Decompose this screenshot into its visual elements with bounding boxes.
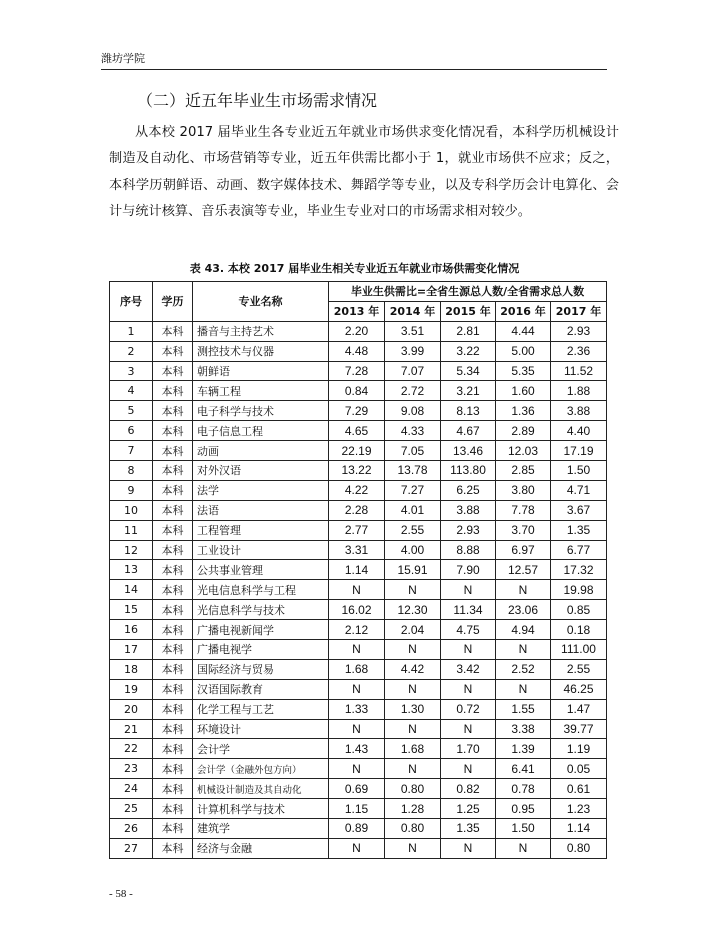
ratio-cell: 4.01 (385, 500, 441, 520)
table-row (110, 759, 607, 779)
ratio-cell: 1.28 (385, 799, 441, 819)
ratio-cell: 3.21 (441, 381, 496, 401)
ratio-cell: 3.31 (329, 540, 385, 560)
ratio-cell: N (441, 640, 496, 660)
major-cell: 测控技术与仪器 (193, 341, 329, 361)
table-row (110, 520, 607, 540)
ratio-cell: 1.14 (329, 560, 385, 580)
ratio-cell: N (329, 679, 385, 699)
ratio-cell: 4.00 (385, 540, 441, 560)
ratio-cell: 3.88 (551, 401, 607, 421)
degree-cell: 本科 (153, 381, 193, 401)
major-cell: 电子科学与技术 (193, 401, 329, 421)
ratio-cell: 11.34 (441, 600, 496, 620)
ratio-cell: 0.69 (329, 779, 385, 799)
table-row (110, 401, 607, 421)
major-cell: 会计学 (193, 739, 329, 759)
ratio-cell: N (385, 640, 441, 660)
table-row (110, 321, 607, 341)
table-row (110, 620, 607, 640)
ratio-cell: 4.67 (441, 421, 496, 441)
degree-cell: 本科 (153, 799, 193, 819)
ratio-cell: 13.22 (329, 461, 385, 481)
table-row (110, 421, 607, 441)
ratio-cell: 13.46 (441, 441, 496, 461)
ratio-cell: 15.91 (385, 560, 441, 580)
table-row (110, 580, 607, 600)
seq-cell: 16 (110, 620, 153, 640)
degree-cell: 本科 (153, 500, 193, 520)
seq-cell: 1 (110, 321, 153, 341)
ratio-cell: 3.67 (551, 500, 607, 520)
page-number: - 58 - (109, 888, 133, 900)
table-row (110, 441, 607, 461)
ratio-cell: 8.13 (441, 401, 496, 421)
ratio-cell: N (385, 759, 441, 779)
ratio-cell: 4.94 (496, 620, 551, 640)
ratio-cell: 6.41 (496, 759, 551, 779)
ratio-cell: N (496, 679, 551, 699)
degree-cell: 本科 (153, 838, 193, 858)
major-cell: 化学工程与工艺 (193, 699, 329, 719)
seq-cell: 27 (110, 838, 153, 858)
ratio-cell: N (329, 580, 385, 600)
seq-cell: 4 (110, 381, 153, 401)
seq-cell: 15 (110, 600, 153, 620)
ratio-cell: 2.28 (329, 500, 385, 520)
ratio-cell: 11.52 (551, 361, 607, 381)
ratio-cell: 5.34 (441, 361, 496, 381)
degree-cell: 本科 (153, 321, 193, 341)
major-cell: 朝鲜语 (193, 361, 329, 381)
ratio-cell: 2.36 (551, 341, 607, 361)
table-row (110, 560, 607, 580)
degree-cell: 本科 (153, 739, 193, 759)
seq-cell: 19 (110, 679, 153, 699)
ratio-cell: 0.05 (551, 759, 607, 779)
ratio-cell: 4.40 (551, 421, 607, 441)
seq-cell: 25 (110, 799, 153, 819)
table-row (110, 500, 607, 520)
degree-cell: 本科 (153, 620, 193, 640)
table-row (110, 341, 607, 361)
major-cell: 广播电视新闻学 (193, 620, 329, 640)
ratio-cell: 113.80 (441, 461, 496, 481)
ratio-cell: 1.68 (385, 739, 441, 759)
degree-cell: 本科 (153, 600, 193, 620)
seq-cell: 21 (110, 719, 153, 739)
ratio-cell: 3.99 (385, 341, 441, 361)
ratio-cell: 4.65 (329, 421, 385, 441)
degree-cell: 本科 (153, 659, 193, 679)
ratio-cell: 2.81 (441, 321, 496, 341)
ratio-cell: 6.77 (551, 540, 607, 560)
major-cell: 车辆工程 (193, 381, 329, 401)
table-row (110, 699, 607, 719)
ratio-cell: 4.48 (329, 341, 385, 361)
ratio-cell: 17.32 (551, 560, 607, 580)
ratio-cell: 1.14 (551, 819, 607, 839)
ratio-cell: 17.19 (551, 441, 607, 461)
degree-cell: 本科 (153, 480, 193, 500)
ratio-cell: 2.93 (441, 520, 496, 540)
year-header: 2015 年 (441, 301, 496, 321)
ratio-cell: 12.57 (496, 560, 551, 580)
table-row (110, 461, 607, 481)
degree-cell: 本科 (153, 401, 193, 421)
major-cell: 播音与主持艺术 (193, 321, 329, 341)
table-row (110, 739, 607, 759)
degree-cell: 本科 (153, 421, 193, 441)
degree-cell: 本科 (153, 441, 193, 461)
ratio-group-header: 毕业生供需比=全省生源总人数/全省需求总人数 (329, 282, 607, 302)
seq-cell: 13 (110, 560, 153, 580)
degree-cell: 本科 (153, 461, 193, 481)
table-row (110, 480, 607, 500)
degree-cell: 本科 (153, 361, 193, 381)
ratio-cell: 3.51 (385, 321, 441, 341)
ratio-cell: 111.00 (551, 640, 607, 660)
table-row (110, 679, 607, 699)
ratio-cell: 0.80 (385, 819, 441, 839)
table-row (110, 779, 607, 799)
ratio-cell: N (385, 838, 441, 858)
ratio-cell: 7.29 (329, 401, 385, 421)
ratio-cell: 6.97 (496, 540, 551, 560)
ratio-cell: N (441, 719, 496, 739)
ratio-cell: 1.70 (441, 739, 496, 759)
seq-cell: 17 (110, 640, 153, 660)
seq-cell: 14 (110, 580, 153, 600)
ratio-cell: 4.71 (551, 480, 607, 500)
major-cell: 环境设计 (193, 719, 329, 739)
running-header: 潍坊学院 (101, 52, 145, 65)
ratio-cell: 12.30 (385, 600, 441, 620)
ratio-cell: 7.28 (329, 361, 385, 381)
ratio-cell: 7.90 (441, 560, 496, 580)
ratio-cell: 5.00 (496, 341, 551, 361)
ratio-cell: 1.55 (496, 699, 551, 719)
ratio-cell: 2.89 (496, 421, 551, 441)
table-row (110, 381, 607, 401)
degree-cell: 本科 (153, 520, 193, 540)
ratio-cell: 1.35 (441, 819, 496, 839)
ratio-cell: 0.80 (551, 838, 607, 858)
ratio-cell: 3.80 (496, 480, 551, 500)
ratio-cell: 7.07 (385, 361, 441, 381)
ratio-cell: 0.78 (496, 779, 551, 799)
ratio-cell: 39.77 (551, 719, 607, 739)
seq-cell: 3 (110, 361, 153, 381)
ratio-cell: 1.50 (496, 819, 551, 839)
ratio-cell: 0.18 (551, 620, 607, 640)
ratio-cell: N (385, 679, 441, 699)
ratio-cell: N (329, 640, 385, 660)
degree-cell: 本科 (153, 580, 193, 600)
ratio-cell: N (385, 719, 441, 739)
year-header: 2016 年 (496, 301, 551, 321)
ratio-cell: N (441, 838, 496, 858)
ratio-cell: N (329, 759, 385, 779)
ratio-cell: 4.33 (385, 421, 441, 441)
ratio-cell: 2.04 (385, 620, 441, 640)
ratio-cell: 0.95 (496, 799, 551, 819)
ratio-cell: 4.75 (441, 620, 496, 640)
ratio-cell: 0.72 (441, 699, 496, 719)
major-cell: 光电信息科学与工程 (193, 580, 329, 600)
table-body (110, 321, 607, 858)
table-row (110, 819, 607, 839)
ratio-cell: 1.50 (551, 461, 607, 481)
major-cell: 建筑学 (193, 819, 329, 839)
ratio-cell: 23.06 (496, 600, 551, 620)
seq-cell: 23 (110, 759, 153, 779)
seq-cell: 6 (110, 421, 153, 441)
table-header-row (110, 282, 607, 302)
ratio-cell: 19.98 (551, 580, 607, 600)
section-heading: （二）近五年毕业生市场需求情况 (137, 91, 378, 110)
ratio-cell: 0.82 (441, 779, 496, 799)
ratio-cell: N (441, 679, 496, 699)
ratio-cell: 2.93 (551, 321, 607, 341)
year-header: 2014 年 (385, 301, 441, 321)
ratio-cell: 6.25 (441, 480, 496, 500)
ratio-cell: 0.85 (551, 600, 607, 620)
table-row (110, 799, 607, 819)
col-major-header: 专业名称 (193, 282, 329, 322)
ratio-cell: 0.80 (385, 779, 441, 799)
ratio-cell: 5.35 (496, 361, 551, 381)
seq-cell: 20 (110, 699, 153, 719)
ratio-cell: 1.19 (551, 739, 607, 759)
ratio-cell: 1.88 (551, 381, 607, 401)
seq-cell: 2 (110, 341, 153, 361)
ratio-cell: 1.25 (441, 799, 496, 819)
degree-cell: 本科 (153, 719, 193, 739)
major-cell: 公共事业管理 (193, 560, 329, 580)
ratio-cell: N (329, 838, 385, 858)
ratio-cell: 3.42 (441, 659, 496, 679)
ratio-cell: 2.72 (385, 381, 441, 401)
ratio-cell: 3.70 (496, 520, 551, 540)
degree-cell: 本科 (153, 819, 193, 839)
ratio-cell: N (496, 640, 551, 660)
major-cell: 对外汉语 (193, 461, 329, 481)
degree-cell: 本科 (153, 341, 193, 361)
ratio-cell: 7.78 (496, 500, 551, 520)
ratio-cell: 2.85 (496, 461, 551, 481)
table-row (110, 361, 607, 381)
ratio-cell: N (329, 719, 385, 739)
ratio-cell: 1.30 (385, 699, 441, 719)
degree-cell: 本科 (153, 540, 193, 560)
seq-cell: 18 (110, 659, 153, 679)
ratio-cell: 1.23 (551, 799, 607, 819)
ratio-cell: 12.03 (496, 441, 551, 461)
table-row (110, 838, 607, 858)
ratio-cell: 3.88 (441, 500, 496, 520)
major-cell: 动画 (193, 441, 329, 461)
year-header: 2017 年 (551, 301, 607, 321)
ratio-cell: 1.43 (329, 739, 385, 759)
ratio-cell: 8.88 (441, 540, 496, 560)
table-row (110, 640, 607, 660)
major-cell: 电子信息工程 (193, 421, 329, 441)
major-cell: 广播电视学 (193, 640, 329, 660)
ratio-cell: 1.39 (496, 739, 551, 759)
seq-cell: 7 (110, 441, 153, 461)
major-cell: 汉语国际教育 (193, 679, 329, 699)
major-cell: 会计学（金融外包方向） (193, 759, 329, 779)
ratio-cell: 4.22 (329, 480, 385, 500)
ratio-cell: 2.12 (329, 620, 385, 640)
ratio-cell: N (385, 580, 441, 600)
ratio-cell: 3.38 (496, 719, 551, 739)
ratio-cell: 0.84 (329, 381, 385, 401)
year-header: 2013 年 (329, 301, 385, 321)
seq-cell: 8 (110, 461, 153, 481)
ratio-cell: 1.36 (496, 401, 551, 421)
col-seq-header: 序号 (110, 282, 153, 322)
degree-cell: 本科 (153, 640, 193, 660)
ratio-cell: 1.60 (496, 381, 551, 401)
ratio-cell: 3.22 (441, 341, 496, 361)
ratio-cell: 2.52 (496, 659, 551, 679)
ratio-cell: N (496, 838, 551, 858)
table-row (110, 719, 607, 739)
ratio-cell: 16.02 (329, 600, 385, 620)
ratio-cell: 1.47 (551, 699, 607, 719)
ratio-cell: N (441, 580, 496, 600)
ratio-cell: 7.27 (385, 480, 441, 500)
major-cell: 经济与金融 (193, 838, 329, 858)
table-row (110, 600, 607, 620)
major-cell: 工程管理 (193, 520, 329, 540)
degree-cell: 本科 (153, 679, 193, 699)
ratio-cell: 1.68 (329, 659, 385, 679)
seq-cell: 24 (110, 779, 153, 799)
ratio-cell: 1.33 (329, 699, 385, 719)
section-paragraph: 从本校 2017 届毕业生各专业近五年就业市场供求变化情况看，本科学历机械设计制造及自动化、市场营销等专业，近五年供需比都小于 1，就业市场供不应求；反之，本科学历朝鲜语、动画、数字媒体技术、舞蹈学等专业，以及专科学历会计电算化、会计与统计核算、音乐表演等专业，毕业生专业对口的市场需求相对较少。 (109, 125, 619, 220)
ratio-cell: 2.20 (329, 321, 385, 341)
major-cell: 光信息科学与技术 (193, 600, 329, 620)
degree-cell: 本科 (153, 560, 193, 580)
seq-cell: 5 (110, 401, 153, 421)
ratio-cell: 46.25 (551, 679, 607, 699)
col-degree-header: 学历 (153, 282, 193, 322)
ratio-cell: 4.44 (496, 321, 551, 341)
ratio-cell: N (496, 580, 551, 600)
ratio-cell: 22.19 (329, 441, 385, 461)
seq-cell: 9 (110, 480, 153, 500)
degree-cell: 本科 (153, 699, 193, 719)
degree-cell: 本科 (153, 759, 193, 779)
table-row (110, 659, 607, 679)
major-cell: 机械设计制造及其自动化 (193, 779, 329, 799)
seq-cell: 12 (110, 540, 153, 560)
ratio-cell: 0.89 (329, 819, 385, 839)
ratio-cell: 2.55 (551, 659, 607, 679)
seq-cell: 22 (110, 739, 153, 759)
degree-cell: 本科 (153, 779, 193, 799)
major-cell: 法语 (193, 500, 329, 520)
supply-demand-table (109, 281, 607, 859)
ratio-cell: 7.05 (385, 441, 441, 461)
ratio-cell: 9.08 (385, 401, 441, 421)
ratio-cell: 13.78 (385, 461, 441, 481)
ratio-cell: 1.15 (329, 799, 385, 819)
ratio-cell: 2.77 (329, 520, 385, 540)
ratio-cell: 2.55 (385, 520, 441, 540)
seq-cell: 10 (110, 500, 153, 520)
table-caption: 表 43. 本校 2017 届毕业生相关专业近五年就业市场供需变化情况 (189, 262, 520, 275)
seq-cell: 11 (110, 520, 153, 540)
header-rule (101, 69, 607, 70)
major-cell: 计算机科学与技术 (193, 799, 329, 819)
major-cell: 法学 (193, 480, 329, 500)
major-cell: 国际经济与贸易 (193, 659, 329, 679)
seq-cell: 26 (110, 819, 153, 839)
ratio-cell: 0.61 (551, 779, 607, 799)
ratio-cell: 4.42 (385, 659, 441, 679)
major-cell: 工业设计 (193, 540, 329, 560)
ratio-cell: N (441, 759, 496, 779)
table-row (110, 540, 607, 560)
ratio-cell: 1.35 (551, 520, 607, 540)
